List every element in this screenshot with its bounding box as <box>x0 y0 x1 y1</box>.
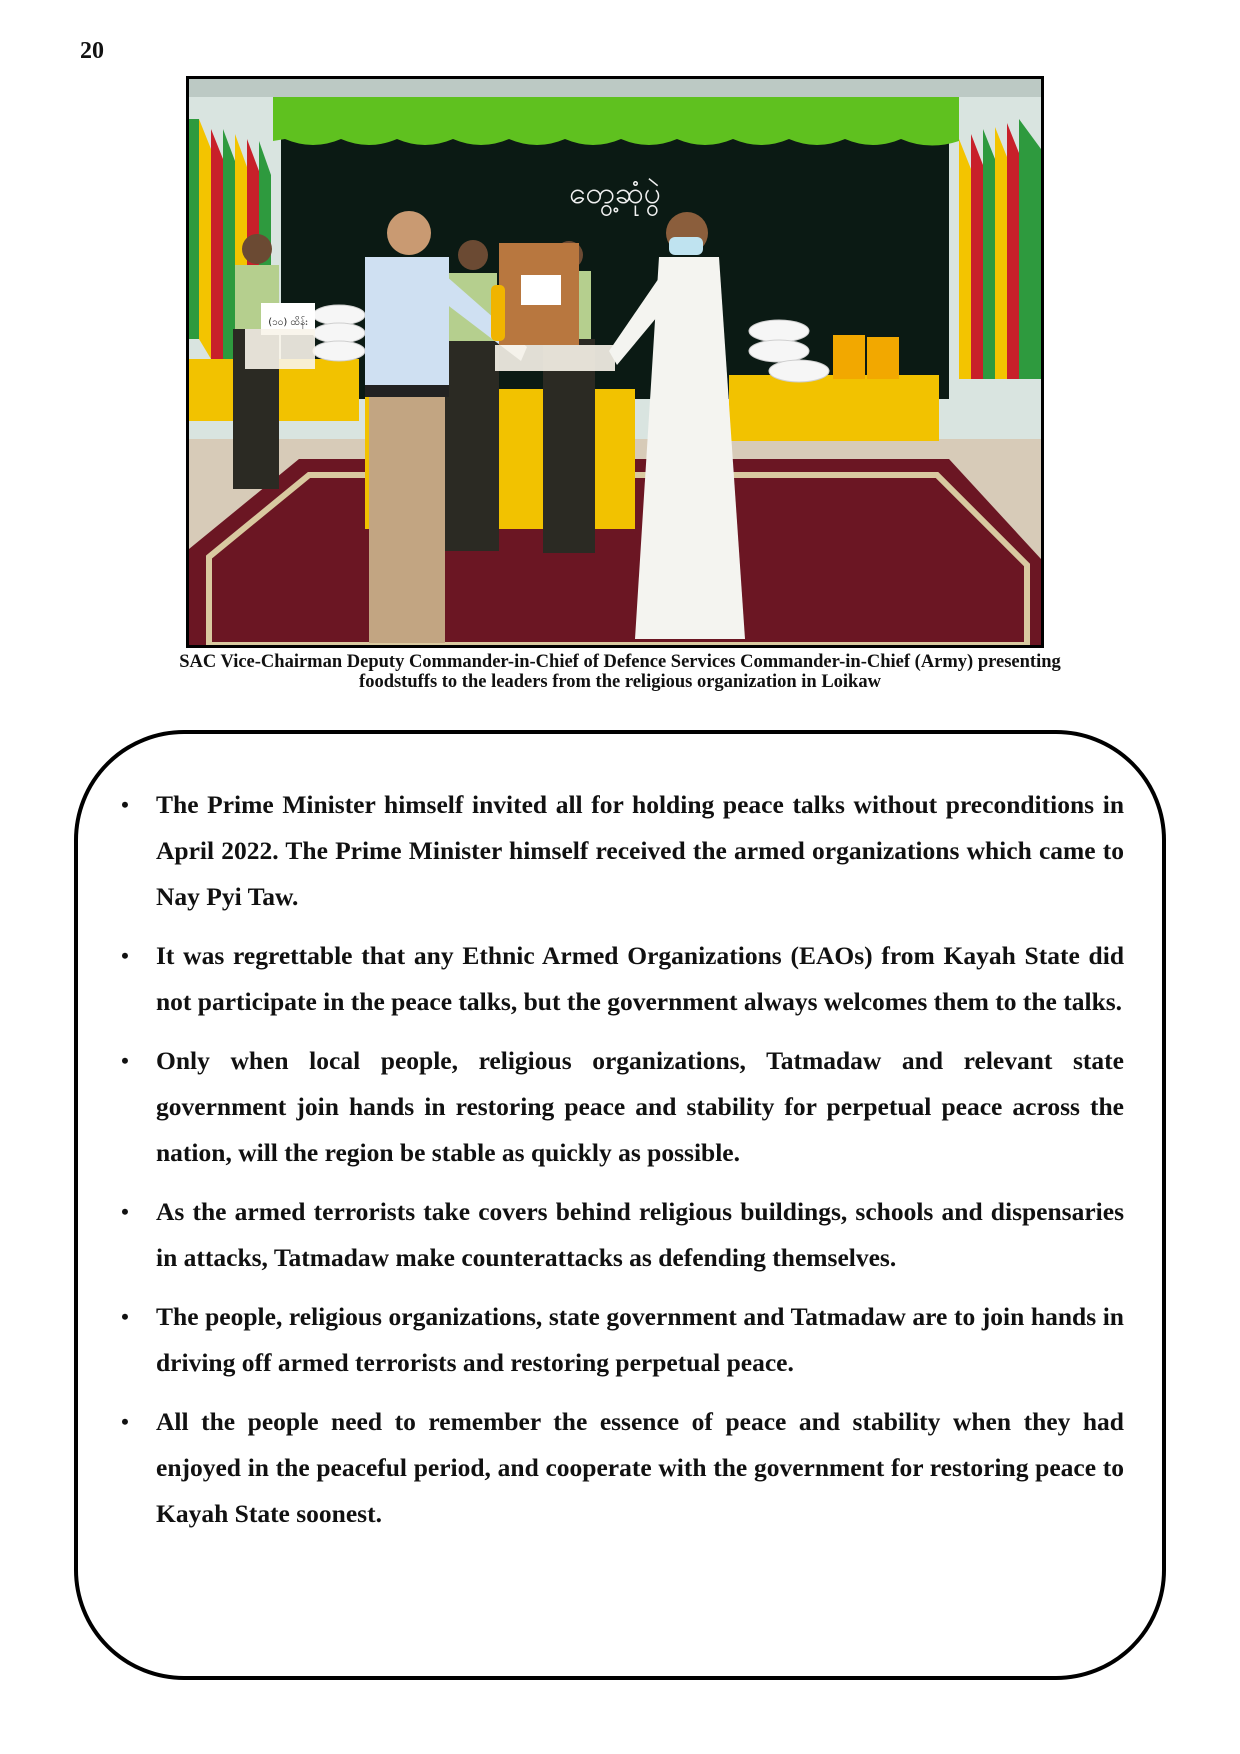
bullet-text: All the people need to remember the essence of peace and stability when they had enjoyed in the peaceful period, and cooperate with the government for restoring peace to Kayah State soonest. <box>156 1407 1124 1528</box>
bullet-marker: • <box>121 1304 129 1329</box>
bullet-text: Only when local people, religious organizations, Tatmadaw and relevant state government join hands in restoring peace and stability for perpetual peace across the nation, will the region be stable as quickly as possible. <box>156 1046 1124 1167</box>
bullet-marker: • <box>121 792 129 817</box>
list-item <box>118 933 1124 1025</box>
flags-right <box>959 119 1041 379</box>
list-item <box>118 1038 1124 1176</box>
svg-text:(၁၀) ထိန်း: (၁၀) ထိန်း <box>268 317 308 328</box>
bullet-marker: • <box>121 1048 129 1073</box>
curtain-valance <box>273 97 959 146</box>
bullet-marker: • <box>121 1409 129 1434</box>
list-item <box>118 1399 1124 1537</box>
event-photo <box>186 76 1044 648</box>
stage-banner-text: တွေ့ဆုံပွဲ <box>569 176 661 211</box>
bullet-text: The Prime Minister himself invited all for holding peace talks without preconditions in April 2022. The Prime Minister himself received the armed organizations which came to Nay Pyi Taw. <box>156 790 1124 911</box>
bullet-list <box>118 782 1124 1550</box>
caption-line-1: SAC Vice-Chairman Deputy Commander-in-Chief of Defence Services Commander-in-Chief (Army) presenting <box>179 652 1061 672</box>
photo-caption <box>100 652 1140 692</box>
bullet-text: As the armed terrorists take covers behind religious buildings, schools and dispensaries in attacks, Tatmadaw make counterattacks as defending themselves. <box>156 1197 1124 1272</box>
bullet-text: It was regrettable that any Ethnic Armed Organizations (EAOs) from Kayah State did not participate in the peace talks, but the government always welcomes them to the talks. <box>156 941 1124 1016</box>
bullet-marker: • <box>121 1199 129 1224</box>
list-item <box>118 1189 1124 1281</box>
bullet-text: The people, religious organizations, state government and Tatmadaw are to join hands in driving off armed terrorists and restoring perpetual peace. <box>156 1302 1124 1377</box>
list-item <box>118 1294 1124 1386</box>
list-item <box>118 782 1124 920</box>
page-number: 20 <box>80 38 104 64</box>
bullet-marker: • <box>121 943 129 968</box>
caption-line-2: foodstuffs to the leaders from the religious organization in Loikaw <box>359 672 881 692</box>
photo-illustration <box>189 79 1041 645</box>
